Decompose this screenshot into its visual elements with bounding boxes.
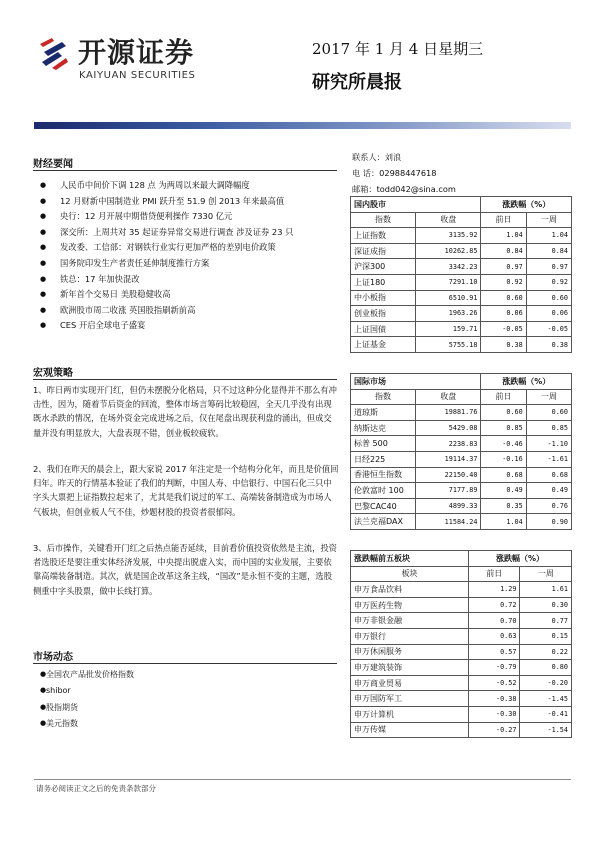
close-value: 159.71 [416, 321, 481, 337]
index-name: 伦敦富时 100 [351, 483, 416, 499]
close-value: 19114.37 [416, 451, 481, 467]
col-header: 一周 [526, 212, 571, 228]
week-change: 0.84 [526, 243, 571, 259]
col-header: 指数 [351, 389, 416, 405]
day-change: -0.27 [468, 722, 519, 738]
day-change: -0.52 [468, 675, 519, 691]
table-row [351, 436, 572, 452]
day-change: 1.29 [468, 582, 519, 598]
sector-name: 申万传媒 [351, 722, 469, 738]
week-change: 0.76 [526, 498, 571, 514]
day-change: 0.68 [481, 467, 526, 483]
index-name: 标普 500 [351, 436, 416, 452]
sector-name: 申万计算机 [351, 706, 469, 722]
week-change: 0.15 [520, 628, 572, 644]
sector-name: 申万非银金融 [351, 613, 469, 629]
table-row [351, 706, 572, 722]
news-item: ● 铁总：17 年加快混改 [34, 274, 339, 285]
table-title: 国际市场 [351, 374, 481, 390]
day-change: 0.63 [468, 628, 519, 644]
index-name: 深证成指 [351, 243, 416, 259]
day-change: 0.35 [481, 498, 526, 514]
day-change: -0.79 [468, 660, 519, 676]
day-change: 0.72 [468, 597, 519, 613]
strategy-paragraph: 2、我们在昨天的晨会上，跟大家说 2017 年注定是一个结构分化年，而且是价值回归年。昨天的行情基本验证了我们的判断，中国人寿、中信银行、中国石化三只中字头大票把上证指数拉起来了，尤其是我们说过的军工、高端装备制造成为市场人气板块，但创业板人气不佳，炒题材股的投资者很郁闷。 [33, 464, 339, 517]
logo-subtext: KAIYUAN SECURITIES [79, 70, 196, 81]
week-change: -0.20 [520, 675, 572, 691]
index-name: 中小板指 [351, 290, 416, 306]
day-change: 0.84 [481, 243, 526, 259]
close-value: 5755.18 [416, 337, 481, 353]
close-value: 10262.85 [416, 243, 481, 259]
table-row [351, 290, 572, 306]
news-item: ● 欧洲股市周二收涨 英国股指刷新前高 [34, 305, 339, 316]
week-change: 0.68 [526, 467, 571, 483]
col-header: 前日 [468, 566, 519, 582]
logo-text: 开源证券 [78, 36, 195, 69]
week-change: 1.61 [520, 582, 572, 598]
finance-news-list [34, 180, 339, 336]
day-change: 1.04 [481, 228, 526, 244]
day-change: -0.30 [468, 706, 519, 722]
change-header: 涨跌幅（%） [468, 551, 571, 567]
col-header: 板块 [351, 566, 469, 582]
table-row [351, 628, 572, 644]
news-item: ● 人民币中间价下调 128 点 为两周以来最大调降幅度 [34, 180, 339, 191]
news-item: ● CES 开启全球电子盛宴 [34, 320, 339, 331]
news-item: ● 12 月财新中国制造业 PMI 跃升至 51.9 创 2013 年来最高值 [34, 196, 339, 207]
day-change: 1.04 [481, 514, 526, 530]
contact-name: 联系人：刘浪 [352, 152, 402, 162]
table-row [351, 483, 572, 499]
day-change: 0.92 [481, 274, 526, 290]
table-row [351, 306, 572, 322]
table-row [351, 228, 572, 244]
col-header: 收盘 [416, 212, 481, 228]
col-header: 一周 [520, 566, 572, 582]
strategy-paragraph: 3、后市操作，关键看开门红之后热点能否延续，目前看价值投资依然是主流，投资者选股还是要注重实体经济发展，中央提出脱虚入实，而中国的实业发展，主要依靠高端装备制造。其次，就是国企改革这条主线，“国改”是永恒不变的主题，选股侧重中字头股票，做中长线打算。 [33, 543, 337, 596]
close-value: 7177.89 [416, 483, 481, 499]
week-change: -1.61 [526, 451, 571, 467]
index-name: 纳斯达克 [351, 420, 416, 436]
close-value: 6510.91 [416, 290, 481, 306]
index-name: 香港恒生指数 [351, 467, 416, 483]
close-value: 19881.76 [416, 405, 481, 421]
index-name: 日经225 [351, 451, 416, 467]
sector-name: 申万建筑装饰 [351, 660, 469, 676]
table-row [351, 644, 572, 660]
week-change: -1.54 [520, 722, 572, 738]
footer-divider [34, 779, 571, 780]
col-header: 一周 [526, 389, 571, 405]
table-row [351, 451, 572, 467]
news-item: ● 央行：12 月开展中期借贷便利操作 7330 亿元 [34, 211, 339, 222]
sector-name: 申万银行 [351, 628, 469, 644]
day-change: 0.60 [481, 290, 526, 306]
week-change: 1.04 [526, 228, 571, 244]
table-row [351, 467, 572, 483]
header-divider [34, 122, 571, 129]
table-row [351, 337, 572, 353]
change-header: 涨跌幅（%） [481, 374, 572, 390]
day-change: -0.46 [481, 436, 526, 452]
market-dynamics-list [34, 669, 339, 735]
table-row [351, 243, 572, 259]
week-change: 0.30 [520, 597, 572, 613]
week-change: 0.92 [526, 274, 571, 290]
sector-name: 申万商业贸易 [351, 675, 469, 691]
finance-section-title: 财经要闻 [33, 159, 73, 170]
day-change: -0.38 [468, 691, 519, 707]
close-value: 4899.33 [416, 498, 481, 514]
market-item: ● 股指期货 [34, 702, 339, 713]
table-row [351, 259, 572, 275]
table-row [351, 675, 572, 691]
sector-name: 申万国防军工 [351, 691, 469, 707]
news-item: ● 新年首个交易日 美股稳健收高 [34, 289, 339, 300]
index-name: 沪深300 [351, 259, 416, 275]
close-value: 2238.83 [416, 436, 481, 452]
news-item: ● 深交所：上周共对 35 起证券异常交易进行调查 涉及证券 23 只 [34, 227, 339, 238]
index-name: 法兰克福DAX [351, 514, 416, 530]
week-change: -0.05 [526, 321, 571, 337]
market-item: ● 全国农产品批发价格指数 [34, 669, 339, 680]
week-change: 0.97 [526, 259, 571, 275]
index-name: 巴黎CAC40 [351, 498, 416, 514]
col-header: 收盘 [416, 389, 481, 405]
day-change: 0.49 [481, 483, 526, 499]
contact-email[interactable]: 邮箱：todd042@sina.com [352, 184, 456, 194]
sector-name: 申万食品饮料 [351, 582, 469, 598]
table-row [351, 274, 572, 290]
table-row [351, 582, 572, 598]
section-divider [33, 379, 337, 380]
index-name: 道琼斯 [351, 405, 416, 421]
col-header: 指数 [351, 212, 416, 228]
section-divider [33, 170, 337, 171]
table-row [351, 691, 572, 707]
table-row [351, 420, 572, 436]
col-header: 前日 [481, 212, 526, 228]
table-row [351, 660, 572, 676]
table-row [351, 498, 572, 514]
week-change: 0.90 [526, 514, 571, 530]
report-date: 2017 年 1 月 4 日星期三 [312, 40, 484, 58]
market-section-title: 市场动态 [33, 652, 73, 663]
col-header: 前日 [481, 389, 526, 405]
week-change: 0.06 [526, 306, 571, 322]
week-change: 0.85 [526, 420, 571, 436]
change-header: 涨跌幅（%） [481, 197, 572, 213]
news-item: ● 发改委、工信部：对钢铁行业实行更加严格的差别电价政策 [34, 242, 339, 253]
week-change: 0.38 [526, 337, 571, 353]
table-row [351, 597, 572, 613]
index-name: 上证国债 [351, 321, 416, 337]
logo-icon [40, 38, 70, 72]
index-name: 创业板指 [351, 306, 416, 322]
market-item: ● shibor [34, 685, 339, 696]
sector-table [350, 550, 572, 738]
close-value: 11584.24 [416, 514, 481, 530]
day-change: -0.16 [481, 451, 526, 467]
close-value: 7291.10 [416, 274, 481, 290]
index-name: 上证指数 [351, 228, 416, 244]
strategy-paragraph: 1、昨日两市实现开门红，但仍未摆脱分化格局，只不过这种分化显得并不那么有冲击性，因为，随着节后资金的回流，整体市场言筹码比较稳固，全天几乎没有出现既水杀跌的情况，在场外资金完成进场之后，仅在尾盘出现获利盘的涌出，但成交量并没有明显放大，大盘表现不错，创业板较疲软。 [33, 385, 337, 438]
close-value: 5429.08 [416, 420, 481, 436]
close-value: 3342.23 [416, 259, 481, 275]
week-change: 0.60 [526, 290, 571, 306]
week-change: -0.41 [520, 706, 572, 722]
table-row [351, 405, 572, 421]
table-title: 涨跌幅前五板块 [351, 551, 469, 567]
report-title: 研究所晨报 [312, 72, 402, 93]
close-value: 1963.26 [416, 306, 481, 322]
day-change: 0.70 [468, 613, 519, 629]
week-change: -1.45 [520, 691, 572, 707]
disclaimer-note: 请务必阅读正文之后的免责条款部分 [36, 784, 156, 793]
close-value: 22150.40 [416, 467, 481, 483]
week-change: 0.22 [520, 644, 572, 660]
week-change: 0.80 [520, 660, 572, 676]
section-divider [33, 663, 337, 664]
news-item: ● 国务院印发生产者责任延伸制度推行方案 [34, 258, 339, 269]
day-change: 0.38 [481, 337, 526, 353]
week-change: 0.49 [526, 483, 571, 499]
week-change: -1.10 [526, 436, 571, 452]
international-market-table [350, 373, 572, 530]
market-item: ● 美元指数 [34, 718, 339, 729]
week-change: 0.77 [520, 613, 572, 629]
close-value: 3135.92 [416, 228, 481, 244]
table-row [351, 514, 572, 530]
day-change: -0.05 [481, 321, 526, 337]
day-change: 0.85 [481, 420, 526, 436]
domestic-market-table [350, 196, 572, 353]
day-change: 0.57 [468, 644, 519, 660]
table-title: 国内股市 [351, 197, 481, 213]
sector-name: 申万医药生物 [351, 597, 469, 613]
sector-name: 申万休闲服务 [351, 644, 469, 660]
contact-phone: 电 话：02988447618 [352, 168, 437, 178]
week-change: 0.60 [526, 405, 571, 421]
table-row [351, 722, 572, 738]
index-name: 上证180 [351, 274, 416, 290]
table-row [351, 321, 572, 337]
table-row [351, 613, 572, 629]
day-change: 0.60 [481, 405, 526, 421]
day-change: 0.06 [481, 306, 526, 322]
index-name: 上证基金 [351, 337, 416, 353]
day-change: 0.97 [481, 259, 526, 275]
strategy-section-title: 宏观策略 [33, 368, 73, 379]
